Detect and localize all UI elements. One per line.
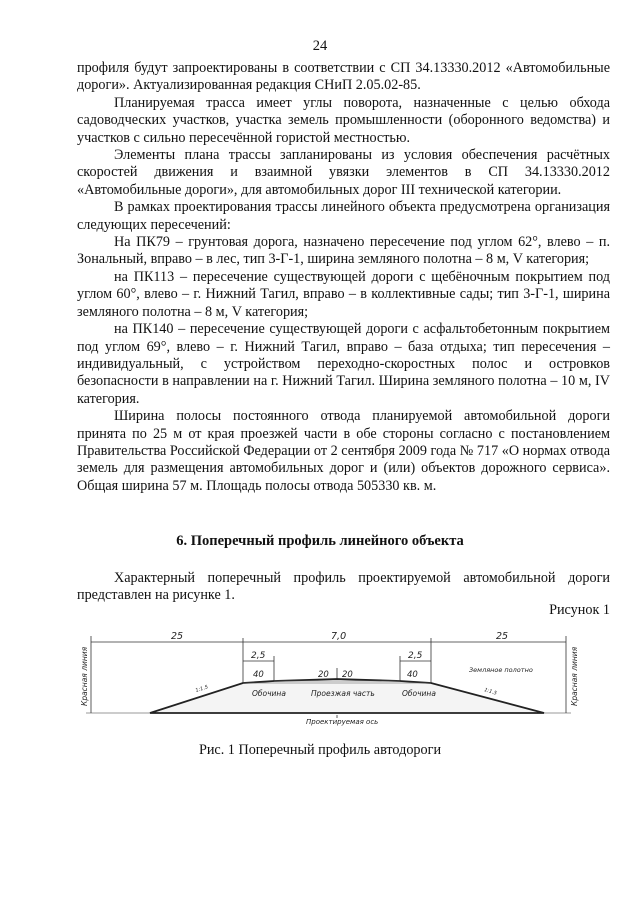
red-line-right-label: Красная линия — [570, 646, 579, 706]
body-text — [77, 60, 610, 495]
dim-center-label: 7,0 — [331, 631, 347, 642]
cross-section-svg — [76, 628, 616, 738]
page-number: 24 — [312, 38, 328, 54]
paragraph: Характерный поперечный профиль проектируемой автомобильной дороги представлен на рисунке 1. — [77, 570, 610, 604]
slope-right-ratio: 1:1.5 — [483, 687, 498, 697]
figure-caption: Рис. 1 Поперечный профиль автодороги — [198, 742, 442, 758]
cross-section-diagram — [76, 628, 616, 738]
shoulder-left-width: 2,5 — [251, 651, 266, 661]
slope-center-20b: 20 — [342, 670, 353, 680]
figure-label: Рисунок 1 — [549, 602, 610, 618]
shoulder-right-width: 2,5 — [408, 651, 423, 661]
slope-left-40: 40 — [253, 670, 264, 680]
slope-right-40: 40 — [407, 670, 418, 680]
paragraph: профиля будут запроектированы в соответствии с СП 34.13330.2012 «Автомобильные дороги». Актуализированная редакция СНиП 2.05.02-85. — [77, 60, 610, 94]
red-line-left-label: Красная линия — [80, 646, 89, 706]
subgrade-label: Земляное полотно — [469, 666, 533, 674]
paragraph: Ширина полосы постоянного отвода планируемой автомобильной дороги принята по 25 м от края проезжей части в обе стороны согласно с постановлением Правительства Российской Федерации от 2 сентября 2009 года № 717 «О нормах отвода земель для размещения автомобильных дорог и (или) объектов дорожного сервиса». Общая ширина 57 м. Площадь полосы отвода 505330 кв. м. — [77, 408, 610, 494]
paragraph: В рамках проектирования трассы линейного объекта предусмотрена организация следующих пересечений: — [77, 199, 610, 233]
paragraph: Элементы плана трассы запланированы из условия обеспечения расчётных скоростей движения и взаимной увязки элементов в СП 34.13330.2012 «Автомобильные дороги», для автомобильных дорог III технической категории. — [77, 147, 610, 198]
slope-left-ratio: 1:1.5 — [194, 684, 209, 694]
shoulder-right-label: Обочина — [402, 689, 436, 698]
dim-right-label: 25 — [496, 631, 509, 642]
carriageway-label: Проезжая часть — [311, 689, 375, 698]
shoulder-left-label: Обочина — [252, 689, 286, 698]
slope-center-20a: 20 — [318, 670, 329, 680]
paragraph: Планируемая трасса имеет углы поворота, назначенные с целью обхода садоводческих участков, участка земель промышленности (оборонного ведомства) и участков с сильно пересечённой гористой местностью. — [77, 94, 610, 146]
intro-text — [77, 570, 610, 605]
dim-left-label: 25 — [171, 631, 184, 642]
paragraph: на ПК113 – пересечение существующей дороги с щебёночным покрытием под углом 60°, влево – г. Нижний Тагил, вправо – в коллективные сады; тип 3-Г-1, ширина земляного полотна – 8 м, V категория; — [77, 268, 610, 320]
section-heading: 6. Поперечный профиль линейного объекта — [176, 533, 464, 549]
paragraph: на ПК140 – пересечение существующей дороги с асфальтобетонным покрытием под углом 69°, влево – г. Нижний Тагил, вправо – база отдыха; тип пересечения – индивидуальный, с устройством переходно-скоростных полос и островков безопасности в направлении на г. Нижний Тагил. Ширина земляного полотна – 10 м, IV категория. — [77, 321, 610, 407]
paragraph: На ПК79 – грунтовая дорога, назначено пересечение под углом 62°, влево – п. Зональный, вправо – в лес, тип 3-Г-1, ширина земляного полотна – 8 м, V категория; — [77, 234, 610, 268]
axis-label: Проектируемая ось — [306, 718, 379, 726]
